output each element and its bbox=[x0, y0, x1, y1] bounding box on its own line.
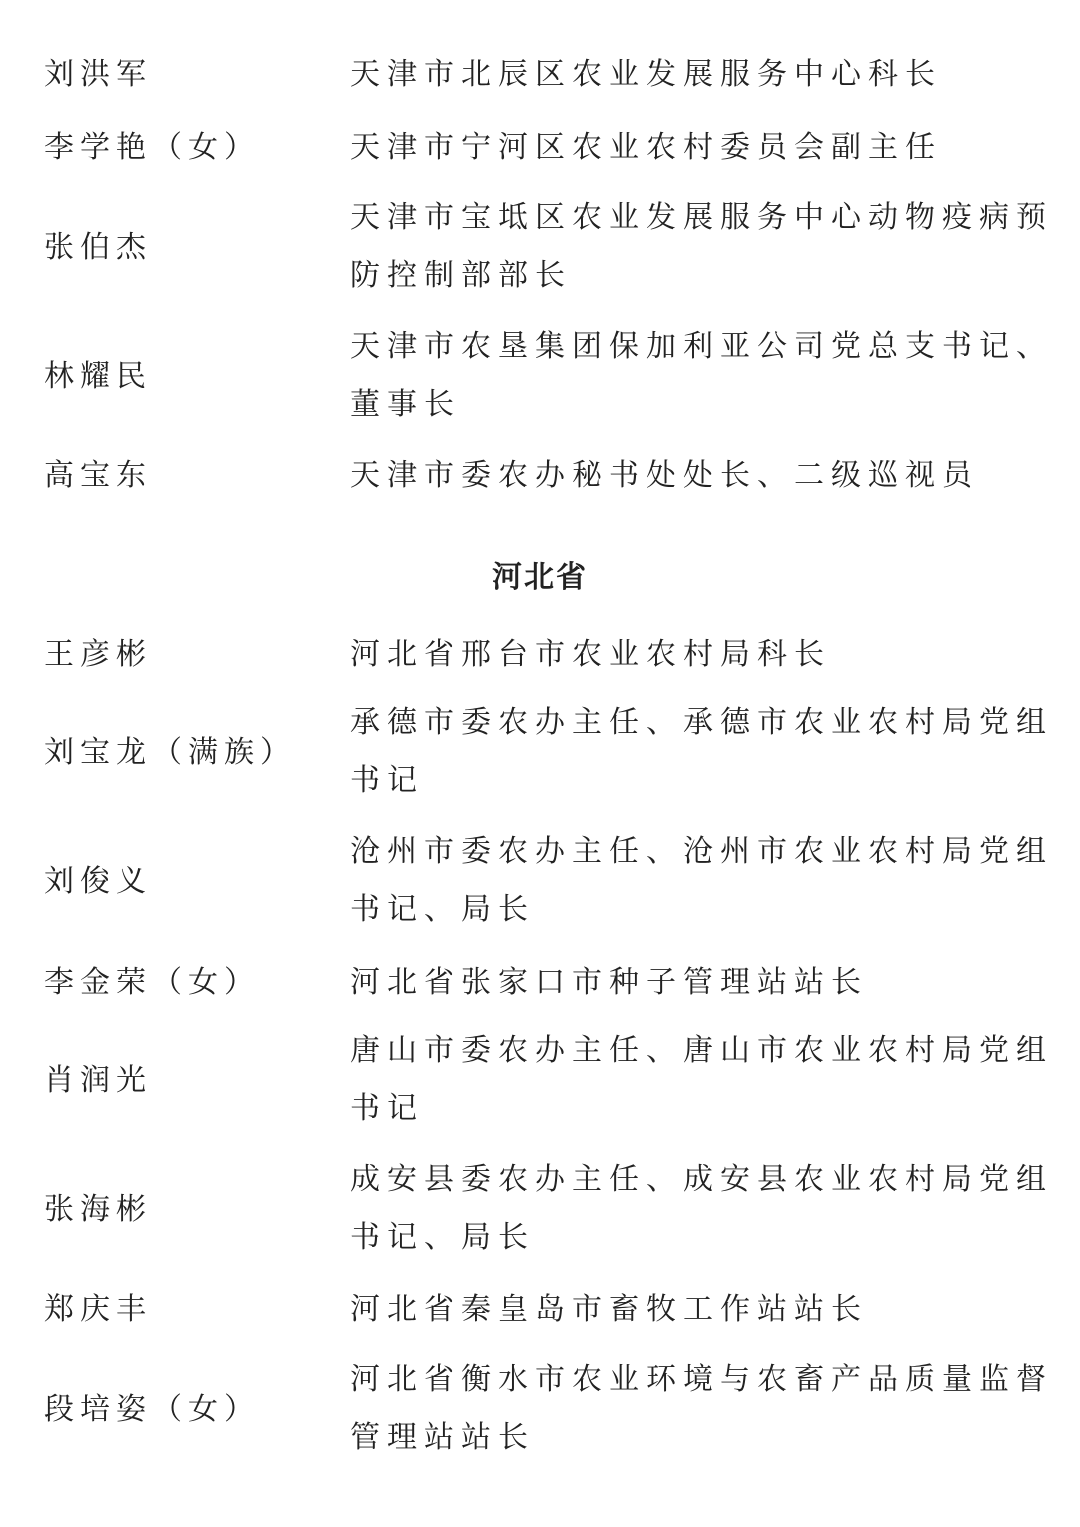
person-name: 李金荣（女） bbox=[44, 965, 260, 1000]
title-line: 书记、局长 bbox=[350, 1220, 535, 1255]
person-title bbox=[350, 694, 1053, 810]
person-title bbox=[350, 1351, 1053, 1467]
person-title bbox=[350, 626, 1040, 684]
title-line: 承德市委农办主任、承德市农业农村局党组 bbox=[350, 705, 1053, 740]
person-name: 张伯杰 bbox=[44, 230, 152, 265]
person-name: 刘宝龙（满族） bbox=[44, 735, 296, 770]
title-line: 成安县委农办主任、成安县农业农村局党组 bbox=[350, 1162, 1053, 1197]
person-title bbox=[350, 119, 1040, 177]
person-title bbox=[350, 1281, 1040, 1339]
title-line: 天津市北辰区农业发展服务中心科长 bbox=[350, 57, 942, 92]
title-line: 天津市委农办秘书处处长、二级巡视员 bbox=[350, 458, 979, 493]
title-line: 河北省秦皇岛市畜牧工作站站长 bbox=[350, 1292, 868, 1327]
title-line: 唐山市委农办主任、唐山市农业农村局党组 bbox=[350, 1033, 1053, 1068]
person-title bbox=[350, 1022, 1053, 1138]
person-name: 郑庆丰 bbox=[44, 1292, 152, 1327]
person-name: 高宝东 bbox=[44, 458, 152, 493]
title-line: 书记 bbox=[350, 1091, 424, 1126]
person-name: 李学艳（女） bbox=[44, 130, 260, 165]
title-line: 管理站站长 bbox=[350, 1420, 535, 1455]
title-line: 河北省邢台市农业农村局科长 bbox=[350, 637, 831, 672]
title-line: 书记、局长 bbox=[350, 892, 535, 927]
title-line: 天津市宁河区农业农村委员会副主任 bbox=[350, 130, 942, 165]
person-name: 王彦彬 bbox=[44, 637, 152, 672]
title-line: 河北省衡水市农业环境与农畜产品质量监督 bbox=[350, 1362, 1053, 1397]
person-title bbox=[350, 318, 1053, 434]
title-line: 防控制部部长 bbox=[350, 258, 572, 293]
title-line: 书记 bbox=[350, 763, 424, 798]
person-name: 张海彬 bbox=[44, 1192, 152, 1227]
person-title bbox=[350, 189, 1053, 305]
title-line: 董事长 bbox=[350, 387, 461, 422]
person-title bbox=[350, 46, 1040, 104]
person-name: 林耀民 bbox=[44, 359, 152, 394]
title-line: 天津市农垦集团保加利亚公司党总支书记、 bbox=[350, 329, 1053, 364]
title-line: 河北省张家口市种子管理站站长 bbox=[350, 965, 868, 1000]
title-line: 沧州市委农办主任、沧州市农业农村局党组 bbox=[350, 834, 1053, 869]
title-line: 天津市宝坻区农业发展服务中心动物疫病预 bbox=[350, 200, 1053, 235]
person-name: 刘俊义 bbox=[44, 864, 152, 899]
person-title bbox=[350, 1151, 1053, 1267]
person-title bbox=[350, 447, 1040, 505]
person-title bbox=[350, 823, 1053, 939]
person-name: 段培姿（女） bbox=[44, 1392, 260, 1427]
person-name: 刘洪军 bbox=[44, 57, 152, 92]
person-name: 肖润光 bbox=[44, 1063, 152, 1098]
section-heading: 河北省 bbox=[492, 560, 588, 595]
person-title bbox=[350, 954, 1040, 1012]
